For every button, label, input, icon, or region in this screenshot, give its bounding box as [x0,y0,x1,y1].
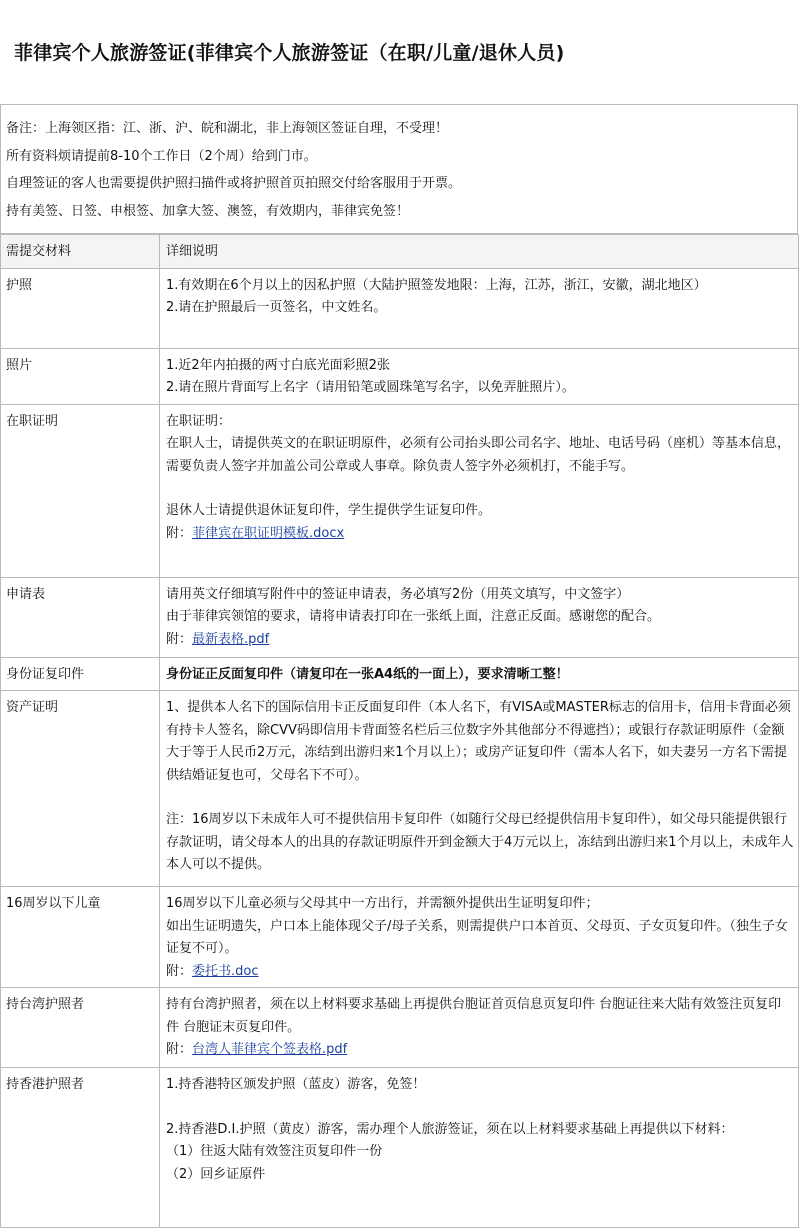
header-details: 详细说明 [160,235,799,269]
authorization-letter-link[interactable]: 委托书.doc [192,963,259,979]
detail-line: 在职人士，请提供英文的在职证明原件，必须有公司抬头即公司名字、地址、电话号码（座机）等基本信息，需要负责人签字并加盖公司公章或人事章。除负责人签字外必须机打，不能手写。 [166,436,791,474]
row-details [160,268,799,348]
note-line: 备注：上海领区指：江、浙、沪、皖和湖北，非上海领区签证自理，不受理！ [6,121,449,136]
application-form-link[interactable]: 最新表格.pdf [192,631,270,647]
detail-line: 2.请在护照最后一页签名，中文姓名。 [166,300,387,315]
attachment-prefix: 附： [166,1042,193,1057]
table-row-photo [1,348,799,404]
row-label: 申请表 [1,577,160,657]
table-row-id-card [1,657,799,691]
row-label: 照片 [1,348,160,404]
row-details [160,404,799,577]
detail-line: 退休人士请提供退休证复印件，学生提供学生证复印件。 [166,503,492,518]
row-details [160,691,799,887]
row-label: 在职证明 [1,404,160,577]
detail-line: 1、提供本人名下的国际信用卡正反面复印件（本人名下，有VISA或MASTER标志的信用卡，信用卡背面必须有持卡人签名，除CVV码即信用卡背面签名栏后三位数字外其他部分不得遮挡）；或银行存款证明原件（金额大于等于人民币2万元，冻结到出游归来1个月以上）；或房产证复印件（需本人名下，如夫妻另一方名下需提供结婚证复也可，父母名下不可）。 [166,700,791,783]
table-row-application [1,577,799,657]
detail-line: 由于菲律宾领馆的要求，请将申请表打印在一张纸上面，注意正反面。感谢您的配合。 [166,609,661,624]
detail-line: 1.近2年内拍摄的两寸白底光面彩照2张 [166,357,390,373]
row-details [160,348,799,404]
table-row-children [1,887,799,988]
detail-line: 注：16周岁以下未成年人可不提供信用卡复印件（如随行父母已经提供信用卡复印件），如父母只能提供银行存款证明，请父母本人的出具的存款证明原件开到金额大于4万元以上，冻结到出游归来1个月以上，未成年人本人可以不提供。 [166,812,794,872]
employment-template-link[interactable]: 菲律宾在职证明模板.docx [192,525,345,541]
taiwan-form-link[interactable]: 台湾人菲律宾个签表格.pdf [192,1042,348,1057]
detail-line: 2.持香港D.I.护照（黄皮）游客，需办理个人旅游签证，须在以上材料要求基础上再提供以下材料： [166,1121,734,1137]
detail-line: 身份证正反面复印件（请复印在一张A4纸的一面上），要求清晰工整！ [166,666,569,682]
attachment-line [166,1039,794,1062]
row-label: 身份证复印件 [1,657,160,691]
row-label: 资产证明 [1,691,160,887]
row-details [160,657,799,691]
note-line: 所有资料烦请提前8-10个工作日（2个周）给到门市。 [6,148,317,164]
attachment-prefix: 附： [166,963,193,979]
requirements-table [0,234,799,1228]
detail-line: 持有台湾护照者，须在以上材料要求基础上再提供台胞证首页信息页复印件 台胞证往来大陆有效签注页复印件 台胞证末页复印件。 [166,997,782,1035]
notes-box [0,104,798,234]
row-details [160,887,799,988]
row-label: 持台湾护照者 [1,988,160,1068]
attachment-line [166,629,794,652]
detail-line: 在职证明： [166,413,232,429]
row-label: 持香港护照者 [1,1068,160,1228]
attachment-prefix: 附： [166,631,193,647]
detail-line: 请用英文仔细填写附件中的签证申请表，务必填写2份（用英文填写，中文签字） [166,586,630,602]
attachment-line [166,523,794,546]
table-header-row [1,235,799,269]
table-row-assets [1,691,799,887]
table-row-employment [1,404,799,577]
detail-line: 16周岁以下儿童必须与父母其中一方出行，并需额外提供出生证明复印件； [166,896,599,911]
attachment-prefix: 附： [166,525,193,541]
table-row-passport [1,268,799,348]
detail-line: （2）回乡证原件 [166,1166,266,1182]
row-details [160,577,799,657]
page-title: 菲律宾个人旅游签证(菲律宾个人旅游签证（在职/儿童/退休人员) [14,42,565,64]
detail-line: （1）往返大陆有效签注页复印件一份 [166,1144,383,1159]
row-details [160,988,799,1068]
table-row-taiwan [1,988,799,1068]
detail-line: 1.有效期在6个月以上的因私护照（大陆护照签发地限：上海，江苏，浙江，安徽，湖北地区） [166,277,707,293]
row-details [160,1068,799,1228]
detail-line: 如出生证明遗失，户口本上能体现父子/母子关系，则需提供户口本首页、父母页、子女页复印件。（独生子女证复不可）。 [166,918,788,956]
attachment-line [166,961,794,984]
note-line: 持有美签、日签、申根签、加拿大签、澳签，有效期内，菲律宾免签！ [6,203,410,219]
header-materials: 需提交材料 [1,235,160,269]
table-row-hongkong [1,1068,799,1228]
row-label: 护照 [1,268,160,348]
detail-line: 2.请在照片背面写上名字（请用铅笔或圆珠笔写名字，以免弄脏照片）。 [166,380,575,395]
detail-line: 1.持香港特区颁发护照（蓝皮）游客，免签！ [166,1077,426,1092]
note-line: 自理签证的客人也需要提供护照扫描件或将护照首页拍照交付给客服用于开票。 [6,176,462,191]
row-label: 16周岁以下儿童 [1,887,160,988]
